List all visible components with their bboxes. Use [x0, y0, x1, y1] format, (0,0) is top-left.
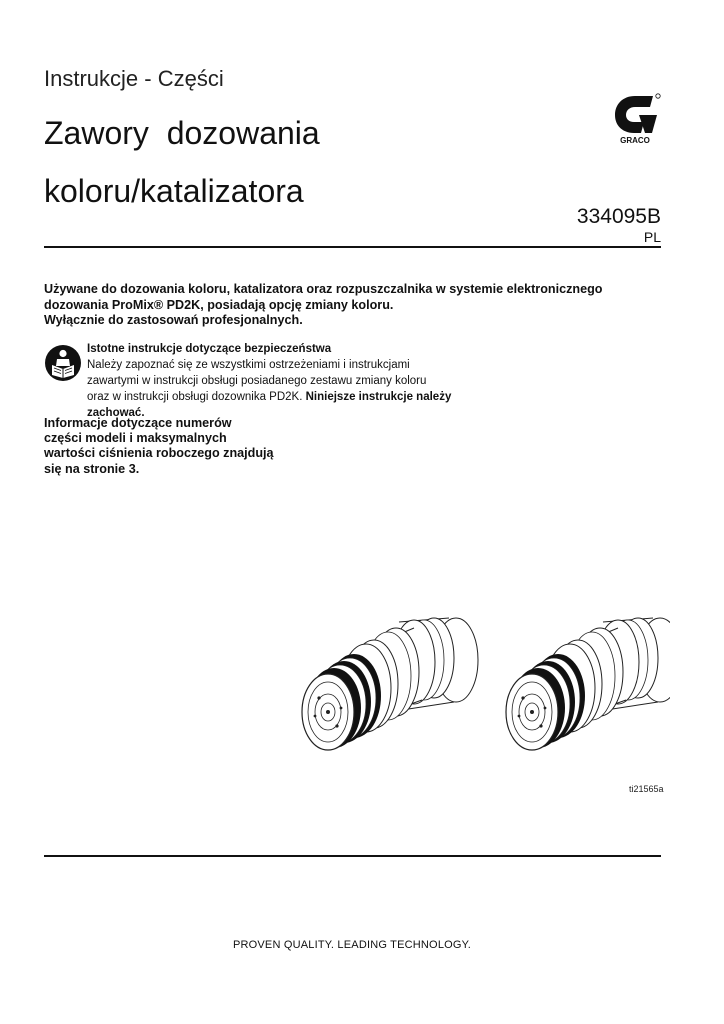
safety-body	[87, 357, 477, 421]
language-code: PL	[643, 229, 661, 245]
intro-line: Używane do dozowania koloru, katalizatora oraz rozpuszczalnika w systemie elektronicznego	[44, 282, 603, 296]
logo-text: GRACO	[620, 136, 650, 145]
intro-line: Wyłącznie do zastosowań profesjonalnych.	[44, 313, 303, 327]
parts-info-line: Informacje dotyczące numerów	[44, 416, 232, 430]
footer-tagline: PROVEN QUALITY. LEADING TECHNOLOGY.	[232, 939, 472, 951]
title-line-2: koloru/katalizatora	[44, 173, 304, 209]
footer-divider	[44, 855, 661, 857]
document-number: 334095B	[576, 205, 661, 228]
document-type: Instrukcje - Części	[44, 66, 224, 91]
safety-line: zawartymi w instrukcji obsługi posiadanego zestawu zmiany koloru	[87, 375, 427, 387]
parts-info-line: się na stronie 3.	[44, 461, 140, 476]
header-divider	[44, 246, 661, 248]
title-line-1: Zawory dozowania	[44, 115, 320, 151]
parts-info-line: części modeli i maksymalnych	[44, 431, 227, 446]
graco-logo	[607, 90, 663, 146]
safety-keep-note-end: zachować.	[87, 407, 145, 419]
safety-line-3-text: oraz w instrukcji obsługi dozownika PD2K.	[87, 391, 303, 403]
intro-text	[44, 282, 664, 329]
safety-line: Należy zapoznać się ze wszystkimi ostrzeżeniami i instrukcjami	[87, 359, 410, 371]
page-title	[44, 104, 320, 220]
safety-line-3	[87, 389, 477, 405]
intro-line: dozowania ProMix® PD2K, posiadają opcję zmiany koloru.	[44, 297, 394, 312]
parts-info-text	[44, 416, 304, 477]
parts-info-line: wartości ciśnienia roboczego znajdują	[44, 446, 274, 461]
read-manual-icon	[44, 344, 82, 382]
safety-title: Istotne instrukcje dotyczące bezpieczeństwa	[87, 343, 332, 355]
safety-keep-note: Niniejsze instrukcje należy	[305, 391, 452, 403]
valve-illustration	[270, 600, 670, 780]
figure-label: ti21565a	[629, 784, 664, 794]
